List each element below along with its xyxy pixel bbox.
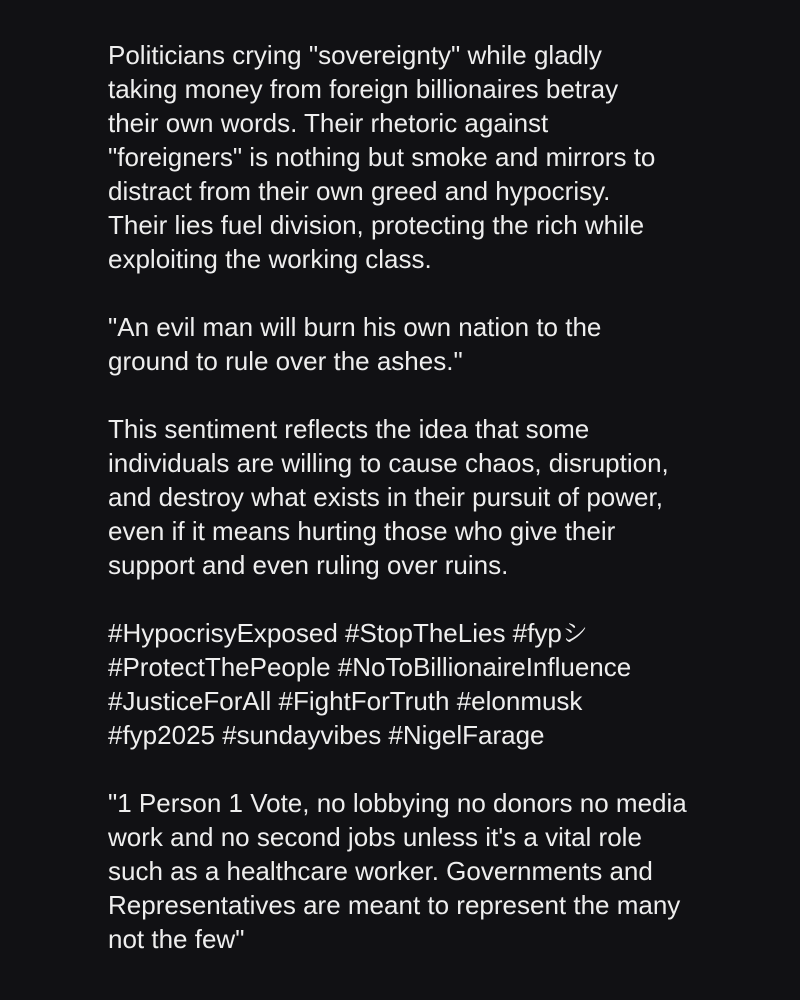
hashtag-line: #HypocrisyExposed #StopTheLies #fypシ	[108, 618, 588, 648]
text-line: their own words. Their rhetoric against	[108, 108, 549, 138]
text-line: not the few"	[108, 924, 245, 954]
text-line: This sentiment reflects the idea that some	[108, 414, 590, 444]
text-line: individuals are willing to cause chaos, disruption,	[108, 448, 669, 478]
post-body	[108, 38, 748, 990]
text-line: support and even ruling over ruins.	[108, 550, 509, 580]
text-line: "1 Person 1 Vote, no lobbying no donors no media	[108, 788, 687, 818]
text-line: exploiting the working class.	[108, 244, 432, 274]
text-line: distract from their own greed and hypocrisy.	[108, 176, 611, 206]
hashtag-line: #fyp2025 #sundayvibes #NigelFarage	[108, 720, 545, 750]
text-line: Their lies fuel division, protecting the rich while	[108, 210, 645, 240]
quote-paragraph	[108, 310, 748, 378]
text-line: and destroy what exists in their pursuit of power,	[108, 482, 663, 512]
text-line: Representatives are meant to represent the many	[108, 890, 681, 920]
hashtags	[108, 616, 748, 752]
text-line: work and no second jobs unless it's a vital role	[108, 822, 642, 852]
hashtag-line: #JusticeForAll #FightForTruth #elonmusk	[108, 686, 583, 716]
text-line: ground to rule over the ashes."	[108, 346, 463, 376]
text-line: "foreigners" is nothing but smoke and mirrors to	[108, 142, 656, 172]
text-line: "An evil man will burn his own nation to the	[108, 312, 602, 342]
closing-quote	[108, 786, 748, 956]
text-line: even if it means hurting those who give their	[108, 516, 616, 546]
hashtag-line: #ProtectThePeople #NoToBillionaireInfluence	[108, 652, 632, 682]
paragraph-sentiment	[108, 412, 748, 582]
text-line: such as a healthcare worker. Governments and	[108, 856, 653, 886]
text-line: Politicians crying "sovereignty" while gladly	[108, 40, 602, 70]
text-line: taking money from foreign billionaires betray	[108, 74, 619, 104]
paragraph-intro	[108, 38, 748, 276]
